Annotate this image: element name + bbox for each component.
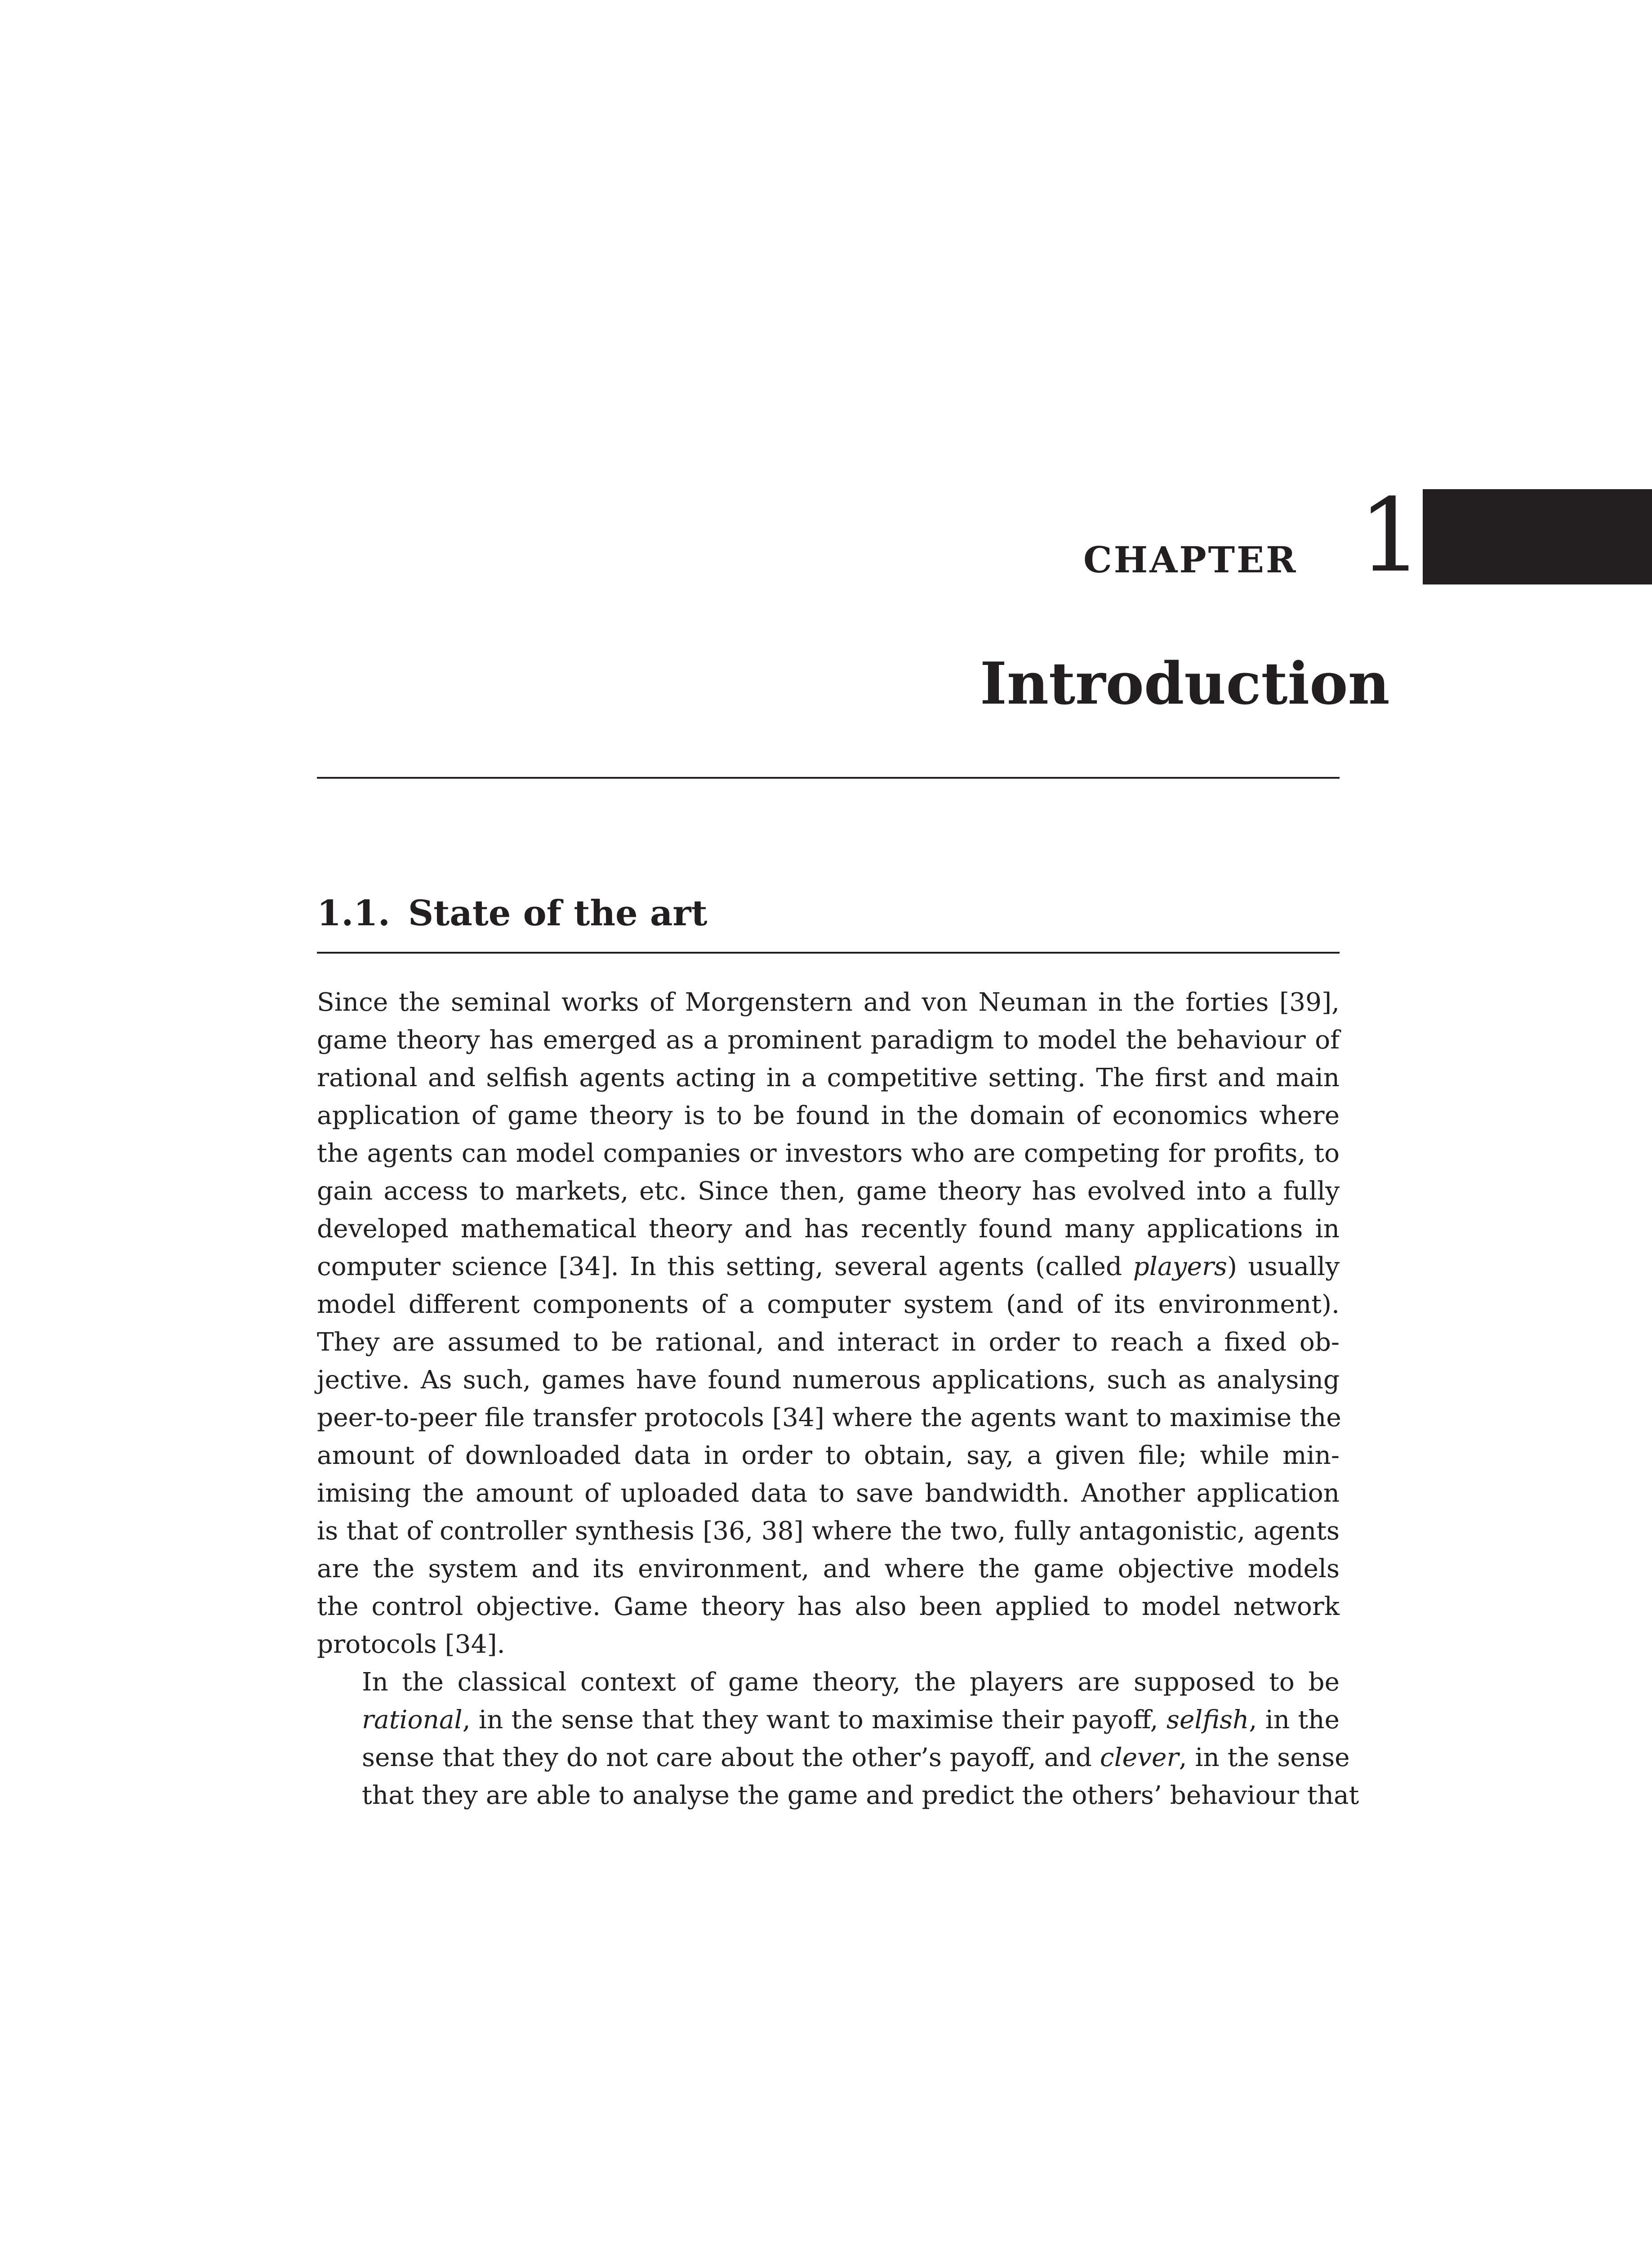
text-segment: developed mathematical theory and has recently found many applications in (317, 1214, 1340, 1244)
body-text (317, 984, 1359, 1815)
emphasized-term: selfish (1166, 1705, 1249, 1735)
text-line (317, 1021, 1340, 1059)
text-line (317, 1210, 1340, 1248)
text-line (317, 1777, 1359, 1815)
chapter-label: CHAPTER (1083, 539, 1298, 581)
chapter-number: 1 (1358, 477, 1423, 595)
text-segment: model different components of a computer system (and of its environment). (317, 1290, 1340, 1319)
text-line (317, 1550, 1340, 1588)
text-line (317, 1512, 1340, 1550)
section-title: State of the art (408, 893, 708, 934)
emphasized-term: clever (1100, 1743, 1179, 1772)
text-line (317, 1588, 1340, 1626)
chapter-thumb-tab (1423, 489, 1652, 584)
text-line (317, 1739, 1350, 1777)
text-line (317, 1135, 1340, 1173)
text-segment: Since the seminal works of Morgenstern and von Neuman in the forties [39], (317, 988, 1340, 1017)
text-segment: , in the sense (1179, 1743, 1350, 1772)
text-segment: peer-to-peer file transfer protocols [34] where the agents want to maximise the (317, 1403, 1341, 1432)
text-segment: They are assumed to be rational, and interact in order to reach a fixed ob- (317, 1328, 1340, 1357)
text-line (317, 1097, 1340, 1135)
section-number: 1.1. (317, 893, 390, 934)
text-segment: imising the amount of uploaded data to save bandwidth. Another application (317, 1479, 1340, 1508)
text-line (317, 984, 1340, 1021)
paragraph-classical-context (317, 1664, 1359, 1815)
text-line (317, 1437, 1340, 1475)
text-line (317, 1475, 1340, 1512)
text-line (317, 1664, 1340, 1701)
emphasized-term: rational (362, 1705, 463, 1735)
section-heading-rule (317, 952, 1340, 954)
text-segment: gain access to markets, etc. Since then, game theory has evolved into a fully (317, 1177, 1340, 1206)
text-segment: the control objective. Game theory has also been applied to model network (317, 1592, 1340, 1621)
text-segment: computer science [34]. In this setting, several agents (called (317, 1252, 1133, 1281)
text-line (317, 1626, 1340, 1664)
text-line (317, 1361, 1340, 1399)
paragraph-state-of-the-art (317, 984, 1340, 1664)
text-line (317, 1399, 1340, 1437)
text-line (317, 1248, 1340, 1286)
text-segment: sense that they do not care about the other’s payoff, and (362, 1743, 1100, 1772)
text-segment: , in the (1249, 1705, 1340, 1735)
section-heading (317, 892, 708, 935)
text-segment: is that of controller synthesis [36, 38] where the two, fully antagonistic, agents (317, 1517, 1340, 1546)
chapter-title: Introduction (980, 650, 1390, 718)
text-segment: jective. As such, games have found numerous applications, such as analysing (317, 1365, 1340, 1395)
text-segment: amount of downloaded data in order to obtain, say, a given file; while min- (317, 1441, 1340, 1470)
text-line (317, 1059, 1340, 1097)
emphasized-term: players (1133, 1252, 1227, 1281)
text-segment: rational and selfish agents acting in a competitive setting. The first and main (317, 1063, 1340, 1093)
text-line (317, 1173, 1340, 1210)
text-segment: are the system and its environment, and where the game objective models (317, 1554, 1340, 1583)
chapter-title-rule (317, 777, 1340, 779)
text-segment: the agents can model companies or investors who are competing for profits, to (317, 1139, 1340, 1168)
text-segment: application of game theory is to be found in the domain of economics where (317, 1101, 1340, 1130)
text-segment: In the classical context of game theory, the players are supposed to be (362, 1668, 1340, 1697)
text-line (317, 1324, 1340, 1361)
text-segment: that they are able to analyse the game and predict the others’ behaviour that (362, 1781, 1359, 1810)
text-line (317, 1286, 1340, 1324)
text-segment: ) usually (1227, 1252, 1340, 1281)
text-segment: protocols [34]. (317, 1630, 505, 1659)
text-segment: game theory has emerged as a prominent paradigm to model the behaviour of (317, 1026, 1340, 1055)
text-line (317, 1701, 1340, 1739)
text-segment: , in the sense that they want to maximise their payoff, (462, 1705, 1167, 1735)
